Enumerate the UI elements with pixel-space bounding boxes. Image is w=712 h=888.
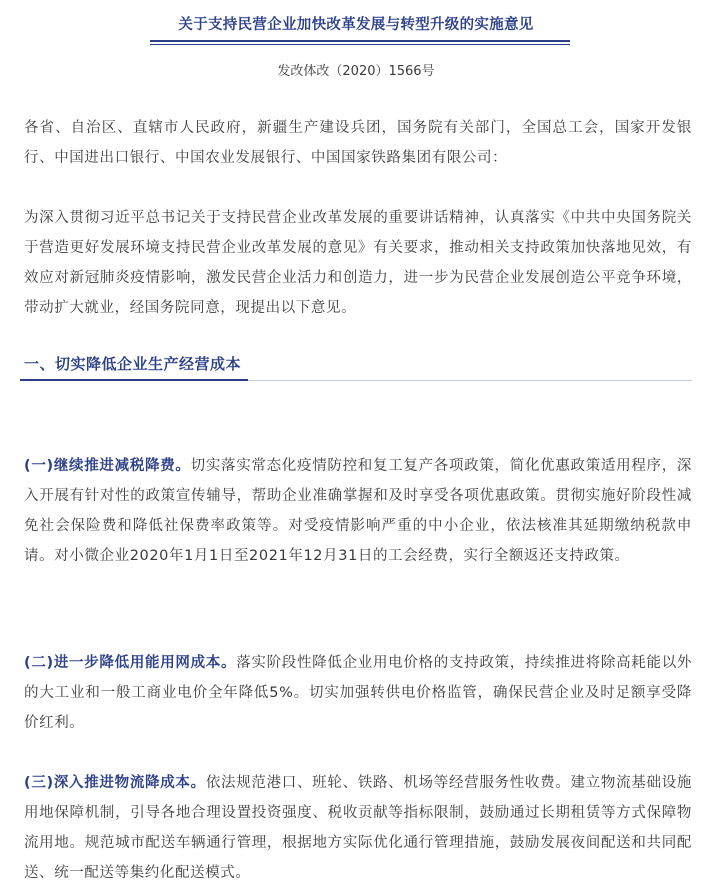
item-lead-2: (二)进一步降低用能用网成本。 [24, 655, 237, 671]
title-underline-thin [150, 44, 570, 45]
title-underline [150, 40, 570, 42]
item-text-2: 落实阶段性降低企业用电价格的支持政策，持续推进将除高耗能以外的大工业和一般工商业电价全年降低5%。切实加强转供电价格监管，确保民营企业及时足额享受降价红利。 [24, 655, 692, 731]
section-heading-underline [20, 379, 248, 381]
item-paragraph-3 [24, 768, 692, 888]
addressee-paragraph: 各省、自治区、直辖市人民政府，新疆生产建设兵团，国务院有关部门，全国总工会，国家开发银行、中国进出口银行、中国农业发展银行、中国国家铁路集团有限公司： [24, 120, 692, 166]
document-number: 发改体改（2020）1566号 [277, 64, 435, 79]
item-lead-3: (三)深入推进物流降成本。 [24, 775, 206, 791]
item-paragraph-2 [24, 648, 692, 738]
item-text-1: 切实落实常态化疫情防控和复工复产各项政策，简化优惠政策适用程序，深入开展有针对性的政策宣传辅导，帮助企业准确掌握和及时享受各项优惠政策。贯彻实施好阶段性减免社会保险费和降低社保费率政策等。对受疫情影响严重的中小企业，依法核准其延期缴纳税款申请。对小微企业2020年1月1日至2021年12月31日的工会经费，实行全额返还支持政策。 [24, 458, 693, 564]
item-text-3: 依法规范港口、班轮、铁路、机场等经营服务性收费。建立物流基础设施用地保障机制，引导各地合理设置投资强度、税收贡献等指标限制，鼓励通过长期租赁等方式保障物流用地。规范城市配送车辆通行管理，根据地方实际优化通行管理措施，鼓励发展夜间配送和共同配送、统一配送等集约化配送模式。 [24, 775, 692, 881]
item-paragraph-1 [24, 451, 692, 571]
item-lead-1: (一)继续推进减税降费。 [24, 458, 191, 474]
document-title: 关于支持民营企业加快改革发展与转型升级的实施意见 [178, 17, 534, 33]
intro-paragraph: 为深入贯彻习近平总书记关于支持民营企业改革发展的重要讲话精神，认真落实《中共中央国务院关于营造更好发展环境支持民营企业改革发展的意见》有关要求，推动相关支持政策加快落地见效，有效应对新冠肺炎疫情影响，激发民营企业活力和创造力，进一步为民营企业发展创造公平竞争环境，带动扩大就业，经国务院同意，现提出以下意见。 [24, 210, 692, 316]
section-heading: 一、切实降低企业生产经营成本 [24, 355, 242, 373]
